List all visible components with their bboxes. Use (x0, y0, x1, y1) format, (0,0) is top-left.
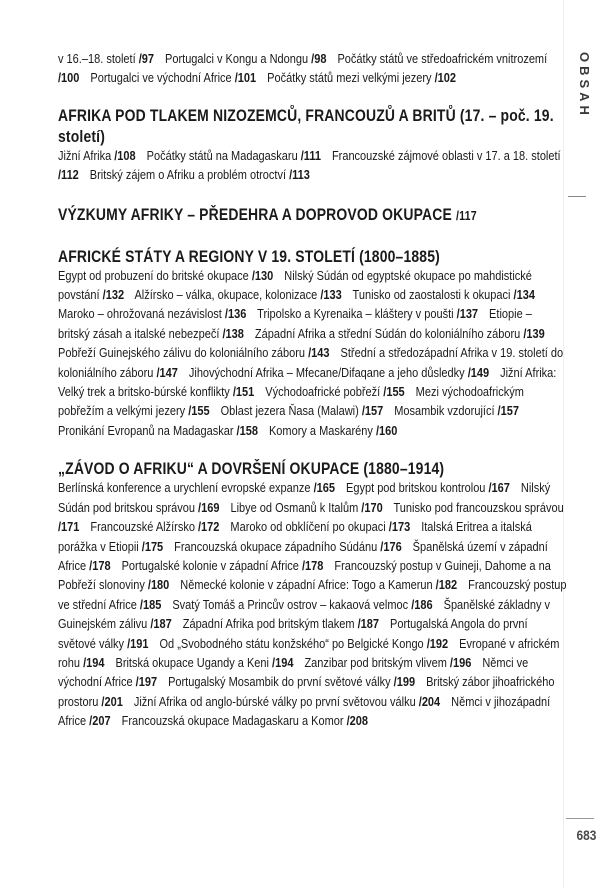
toc-entry-page-number: /191 (127, 636, 149, 651)
toc-entry-title: Němci v jihozápadní Africe (58, 694, 551, 729)
toc-entry-title: Italská Eritrea a italská porážka v Etiopii (58, 520, 532, 554)
toc-entry-page-number: /139 (523, 326, 545, 341)
toc-heading (58, 246, 566, 267)
toc-entry-title: Berlínská konference a urychlení evropské expanze (58, 481, 314, 496)
toc-entry (172, 598, 432, 612)
toc-entry (265, 385, 404, 399)
toc-entry (183, 617, 379, 631)
section-tab-label: OBSAH (577, 52, 592, 119)
toc-entry (58, 269, 273, 283)
toc-entry-page-number: /155 (188, 404, 210, 419)
toc-entry-title: Francouzská okupace Madagaskaru a Komor (121, 714, 347, 729)
toc-entry (122, 559, 324, 573)
toc-entry-page-number: /138 (222, 326, 244, 341)
toc-entry-title: Francouzské zájmové oblasti v 17. a 18. století (331, 148, 561, 163)
toc-entry (180, 578, 457, 592)
toc-entry (58, 307, 246, 321)
toc-entry-title: Tripolsko a Kyrenaika – kláštery v poušti (257, 307, 457, 322)
toc-entry-title: Španělská území v západní Africe (58, 539, 548, 573)
toc-entry-page-number: /147 (156, 365, 178, 380)
toc-entry-page-number: /157 (361, 404, 384, 419)
toc-heading-text: AFRICKÉ STÁTY A REGIONY V 19. STOLETÍ (1800–1885) (58, 246, 440, 266)
toc-entry-title: Portugalci v Kongu a Ndongu (165, 52, 312, 66)
toc-entry-title: Tunisko pod francouzskou správou (393, 500, 564, 515)
toc-entry (90, 71, 256, 85)
toc-entry-title: Britská okupace Ugandy a Keni (115, 655, 273, 670)
toc-entry-title: Španělské základny v Guinejském zálivu (58, 597, 551, 632)
toc-entry-page-number: /137 (456, 307, 479, 322)
toc-entry-page-number: /102 (434, 71, 457, 86)
toc-entry-title: Počátky států ve středoafrickém vnitrozemí (337, 52, 548, 66)
toc-entry-title: Západní Afrika pod britským tlakem (182, 617, 358, 632)
toc-entry (115, 656, 293, 670)
toc-entry-page-number: /157 (497, 404, 519, 419)
toc-entry-page-number: /185 (139, 597, 162, 612)
toc-entry (230, 520, 410, 534)
toc-entry-title: Portugalská Angola do první světové války (58, 617, 528, 651)
toc-entry-page-number: /136 (224, 307, 247, 322)
toc-entry (346, 481, 510, 495)
toc-entry-title: Zanzibar pod britským vlivem (304, 655, 450, 670)
toc-entry-page-number: /187 (150, 617, 172, 632)
toc-entry-page-number: /199 (393, 675, 416, 690)
toc-entry-page-number: /167 (488, 481, 510, 496)
toc-entry-page-number: /143 (308, 346, 330, 361)
toc-entry-page-number: /176 (380, 539, 402, 554)
toc-entry-title: Maroko od obklíčení po okupaci (230, 520, 389, 535)
toc-entry-title: Libye od Osmanů k Italům (230, 500, 362, 515)
toc-entry-title: Počátky států mezi velkými jezery (267, 71, 435, 86)
toc-entry-page-number: /151 (232, 385, 255, 400)
toc-entry (58, 149, 136, 163)
toc-entry-page-number: /155 (383, 385, 405, 400)
toc-entry (58, 346, 330, 360)
toc-entry (257, 307, 478, 321)
toc-entry-title: Francouzské Alžírsko (90, 520, 199, 535)
toc-entry-page-number: /100 (58, 71, 80, 86)
toc-entry-title: Francouzský postup v Guineji, Dahome a na Pobřeží slonoviny (58, 558, 551, 593)
toc-block (58, 479, 567, 731)
toc-entry-page-number: /133 (320, 288, 342, 303)
toc-entry-page-number: /108 (114, 148, 136, 163)
toc-entry-page-number: /130 (251, 268, 274, 283)
toc-entry (122, 714, 368, 728)
toc-entry-page-number: /207 (89, 714, 111, 729)
toc-entry (58, 424, 258, 438)
toc-entry (221, 404, 384, 418)
toc-entry-title: Německé kolonie v západní Africe: Togo a Kamerun (180, 578, 436, 593)
toc-entry-page-number: /97 (138, 52, 155, 66)
toc-entry-page-number: /196 (449, 655, 472, 670)
toc-heading-text: AFRIKA POD TLAKEM NIZOZEMCŮ, FRANCOUZŮ A BRITŮ (17. – poč. 19. století) (58, 105, 554, 146)
toc-entry-page-number: /186 (411, 597, 433, 612)
toc-entry-page-number: /180 (147, 578, 170, 593)
toc-entry-title: Etiopie – britský zásah a italské nebezpečí (58, 307, 532, 341)
toc-entry-title: Střední a středozápadní Afrika v 19. století do koloniálního záboru (58, 346, 564, 380)
toc-heading-text: VÝZKUMY AFRIKY – PŘEDEHRA A DOPROVOD OKUPACE (58, 204, 457, 224)
toc-heading-text: „ZÁVOD O AFRIKU“ A DOVRŠENÍ OKUPACE (1880–1914) (58, 459, 445, 479)
toc-entry-page-number: /132 (102, 288, 125, 303)
toc-entry-title: Tunisko od zaostalosti k okupaci (352, 288, 514, 303)
toc-entry (269, 424, 397, 438)
toc-entry-title: Britský zájem o Afriku a problém otroctví (89, 168, 290, 183)
toc-entry-title: Alžírsko – válka, okupace, kolonizace (134, 288, 321, 303)
toc-heading-page-number: /117 (456, 207, 477, 223)
toc-entry (90, 520, 219, 534)
toc-entry (58, 481, 335, 495)
toc-entry-title: Západní Afrika a střední Súdán do koloniálního záboru (254, 326, 524, 341)
toc-entry (90, 168, 310, 182)
toc-entry-page-number: /111 (300, 148, 321, 163)
toc-entry (134, 288, 341, 302)
toc-entry-page-number: /192 (426, 636, 449, 651)
toc-entry-title: Komory a Maskarény (268, 423, 376, 438)
toc-entry-page-number: /98 (311, 52, 327, 66)
toc-entry-title: Egypt od probuzení do britské okupace (58, 268, 252, 283)
toc-entry (174, 540, 402, 554)
toc-entry-title: Francouzská okupace západního Súdánu (174, 539, 381, 554)
toc-entry (353, 288, 535, 302)
toc-entry-page-number: /170 (361, 500, 383, 515)
toc-entry-page-number: /101 (234, 71, 257, 86)
toc-entry-title: Francouzský postup ve střední Africe (58, 578, 567, 612)
toc-entry-title: Portugalské kolonie v západní Africe (121, 558, 302, 573)
toc-heading (58, 204, 566, 226)
toc-entry-title: Mosambik vzdorující (394, 404, 498, 419)
toc-entry (160, 637, 449, 651)
toc-heading (58, 105, 566, 147)
toc-entry-title: Pronikání Evropanů na Madagaskar (58, 423, 237, 438)
toc-heading (58, 458, 566, 479)
toc-entry-title: Pobřeží Guinejského zálivu do koloniálního záboru (58, 346, 309, 361)
toc-entry-title: Jižní Afrika (58, 148, 115, 163)
toc-entry-page-number: /175 (141, 539, 164, 554)
toc-entry-page-number: /160 (375, 423, 398, 438)
toc-entry-title: Počátky států na Madagaskaru (146, 148, 301, 163)
toc-entry-page-number: /158 (236, 423, 258, 438)
toc-entry-page-number: /204 (418, 694, 441, 709)
toc-entry-page-number: /194 (83, 655, 105, 670)
toc-entry-title: Jižní Afrika: Velký trek a britsko-búrské konflikty (58, 365, 557, 400)
toc-entry-page-number: /134 (513, 288, 535, 303)
toc-entry-page-number: /201 (101, 694, 123, 709)
toc-entry-page-number: /178 (301, 558, 324, 573)
toc-entry-title: Britský zábor jihoafrického prostoru (58, 675, 555, 709)
toc-entry-title: Egypt pod britskou kontrolou (346, 481, 489, 496)
toc-entry (58, 52, 154, 66)
toc-entry-page-number: /165 (313, 481, 336, 496)
toc-entry-title: Svatý Tomáš a Princův ostrov – kakaová velmoc (172, 597, 412, 612)
toc-entry (134, 695, 440, 709)
toc-entry-title: Od „Svobodného státu konžského“ po Belgické Kongo (159, 636, 427, 651)
toc-entry (255, 327, 545, 341)
page-number: 683 (576, 827, 596, 843)
toc-entry-page-number: /194 (272, 655, 294, 670)
toc-entry (304, 656, 471, 670)
toc-entry-title: v 16.–18. století (58, 52, 139, 66)
toc-entry-title: Jižní Afrika od anglo-búrské války po první světovou válku (133, 694, 419, 709)
toc-entry-title: Oblast jezera Ňasa (Malawi) (220, 404, 362, 419)
toc-entry-title: Portugalský Mosambik do první světové války (168, 675, 394, 690)
toc-entry (168, 675, 415, 689)
toc-entry-page-number: /173 (388, 520, 411, 535)
toc-entry-page-number: /178 (89, 558, 111, 573)
toc-entry-page-number: /208 (346, 714, 369, 729)
toc-entry-page-number: /182 (435, 578, 458, 593)
toc-entry (147, 149, 321, 163)
toc-entry-page-number: /197 (135, 675, 158, 690)
toc-entry-title: Němci ve východní Africe (58, 655, 529, 690)
toc-entry (394, 404, 519, 418)
toc-entry-title: Východoafrické pobřeží (265, 385, 384, 400)
toc-block (58, 147, 567, 186)
toc-entry-title: Evropané v africkém rohu (58, 636, 560, 670)
toc-entry-page-number: /172 (198, 520, 220, 535)
toc-entry-title: Portugalci ve východní Africe (90, 71, 235, 86)
section-tab-rule (568, 196, 586, 197)
toc-entry-title: Jihovýchodní Afrika – Mfecane/Difaqane a jeho důsledky (188, 365, 468, 380)
toc-block (58, 267, 567, 442)
toc-entry-page-number: /169 (198, 500, 220, 515)
toc-entry-title: Mezi východoafrickým pobřežím a velkými jezery (58, 385, 524, 419)
toc-entry (230, 501, 382, 515)
page-number-rule (566, 818, 594, 819)
toc-entry-title: Maroko – ohrožovaná nezávislost (58, 307, 225, 322)
toc-block-continuation (58, 50, 567, 89)
toc-entry-page-number: /149 (467, 365, 490, 380)
toc-entry-title: Nilský Súdán pod britskou správou (58, 481, 551, 515)
toc-entry-page-number: /112 (58, 168, 79, 183)
toc-entry (165, 52, 326, 66)
toc-entry-page-number: /187 (357, 617, 380, 632)
toc-entry (189, 366, 489, 380)
toc-entry (267, 71, 456, 85)
toc-entry-title: Nilský Súdán od egyptské okupace po mahdistické povstání (58, 268, 532, 303)
table-of-contents (58, 50, 568, 732)
toc-entry-page-number: /171 (58, 520, 80, 535)
toc-entry-page-number: /113 (289, 168, 310, 183)
